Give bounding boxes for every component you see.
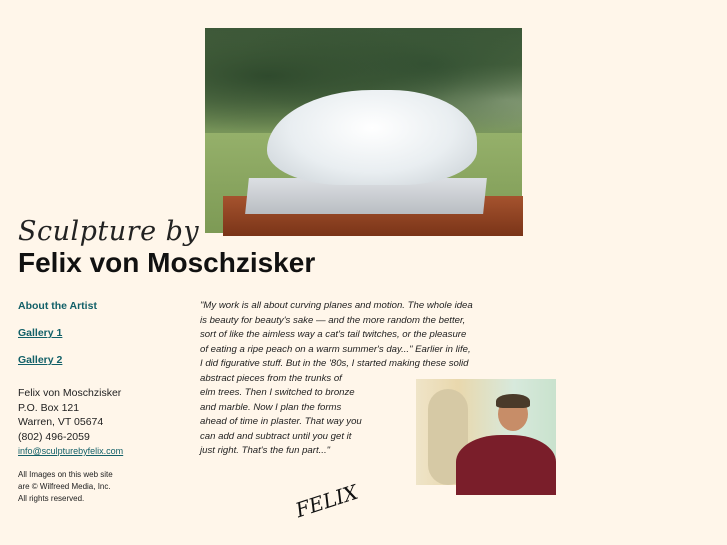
portrait-shirt (456, 435, 556, 495)
title-line-1: Sculpture by (18, 216, 200, 247)
nav-gallery-1[interactable]: Gallery 1 (18, 327, 63, 339)
artist-portrait-photo (416, 379, 556, 485)
contact-block (18, 386, 123, 459)
contact-name: Felix von Moschzisker (18, 387, 122, 399)
signature-text: FELIX (292, 479, 361, 523)
contact-phone: (802) 496-2059 (18, 430, 90, 443)
contact-po-box: P.O. Box 121 (18, 401, 80, 414)
copyright-line-3: All rights reserved. (18, 494, 85, 503)
copyright-line-1: All Images on this web site (18, 470, 113, 479)
quote-line: can add and subtract until you get it (200, 430, 352, 442)
quote-line: abstract pieces from the trunks of (200, 372, 342, 384)
quote-line: I did figurative stuff. But in the '80s, I started making these solid (200, 358, 469, 369)
contact-email-link[interactable]: info@sculpturebyfelix.com (18, 446, 124, 456)
quote-line: just right. That's the fun part..." (200, 445, 331, 456)
quote-line: and marble. Now I plan the forms (200, 401, 342, 413)
nav-about-the-artist[interactable]: About the Artist (18, 300, 97, 312)
quote-line: "My work is all about curving planes and motion. The whole idea (200, 300, 473, 311)
signature-felix (290, 476, 361, 523)
quote-line: ahead of time in plaster. That way you (200, 416, 362, 427)
copyright-line-2: are © Wilfreed Media, Inc. (18, 482, 111, 491)
portrait-hair (496, 394, 530, 408)
quote-line: is beauty for beauty's sake — and the more random the better, (200, 314, 466, 326)
quote-line: sort of like the aimless way a cat's tail twitches, or the pleasure (200, 329, 467, 340)
nav-gallery-2[interactable]: Gallery 2 (18, 354, 63, 366)
title-line-2: Felix von Moschzisker (18, 247, 316, 278)
quote-line: elm trees. Then I switched to bronze (200, 387, 355, 398)
copyright-notice (18, 469, 113, 505)
contact-city: Warren, VT 05674 (18, 416, 104, 428)
hero-sculpture-photo (205, 28, 522, 233)
quote-line: of eating a ripe peach on a warm summer's day..." Earlier in life, (200, 343, 471, 355)
